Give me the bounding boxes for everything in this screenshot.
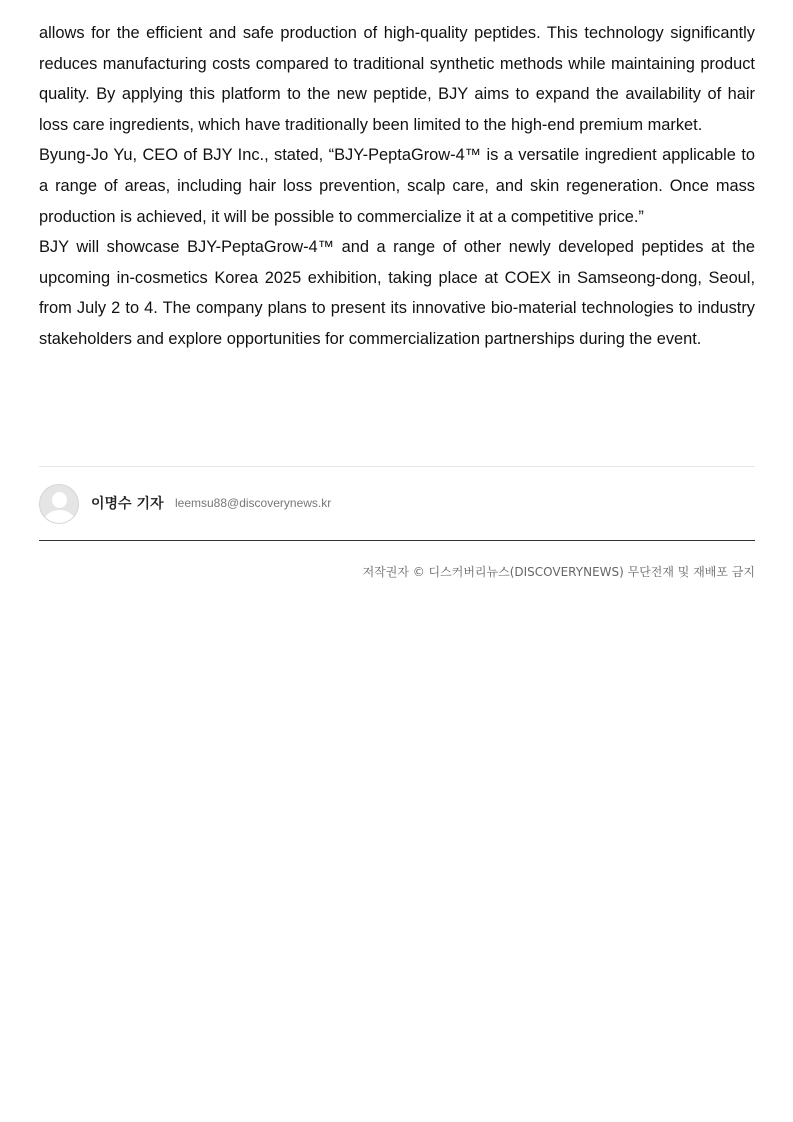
article-body-container xyxy=(39,18,755,355)
reporter-name[interactable]: 이명수 기자 xyxy=(91,496,164,512)
copyright-notice: 저작권자 © 디스커버리뉴스(DISCOVERYNEWS) 무단전재 및 재배포 금지 xyxy=(362,565,755,579)
article-paragraph: allows for the efficient and safe production of high-quality peptides. This technology significantly reduces manufacturing costs compared to traditional synthetic methods while maintaining product quality. By applying this platform to the new peptide, BJY aims to expand the availability of hair loss care ingredients, which have traditionally been limited to the high-end premium market. xyxy=(39,24,755,134)
reporter-email[interactable]: leemsu88@discoverynews.kr xyxy=(175,496,332,510)
article-paragraph: BJY will showcase BJY-PeptaGrow-4™ and a range of other newly developed peptides at the upcoming in-cosmetics Korea 2025 exhibition, taking place at COEX in Samseong-dong, Seoul, from July 2 to 4. The company plans to present its innovative bio-material technologies to industry stakeholders and explore opportunities for commercialization partnerships during the event. xyxy=(39,238,755,348)
reporter-byline xyxy=(39,466,755,541)
article-body xyxy=(39,18,755,355)
user-avatar-icon xyxy=(39,484,79,524)
article-paragraph: Byung-Jo Yu, CEO of BJY Inc., stated, “BJY-PeptaGrow-4™ is a versatile ingredient applicable to a range of areas, including hair loss prevention, scalp care, and skin regeneration. Once mass production is achieved, it will be possible to commercialize it at a competitive price.” xyxy=(39,146,755,226)
